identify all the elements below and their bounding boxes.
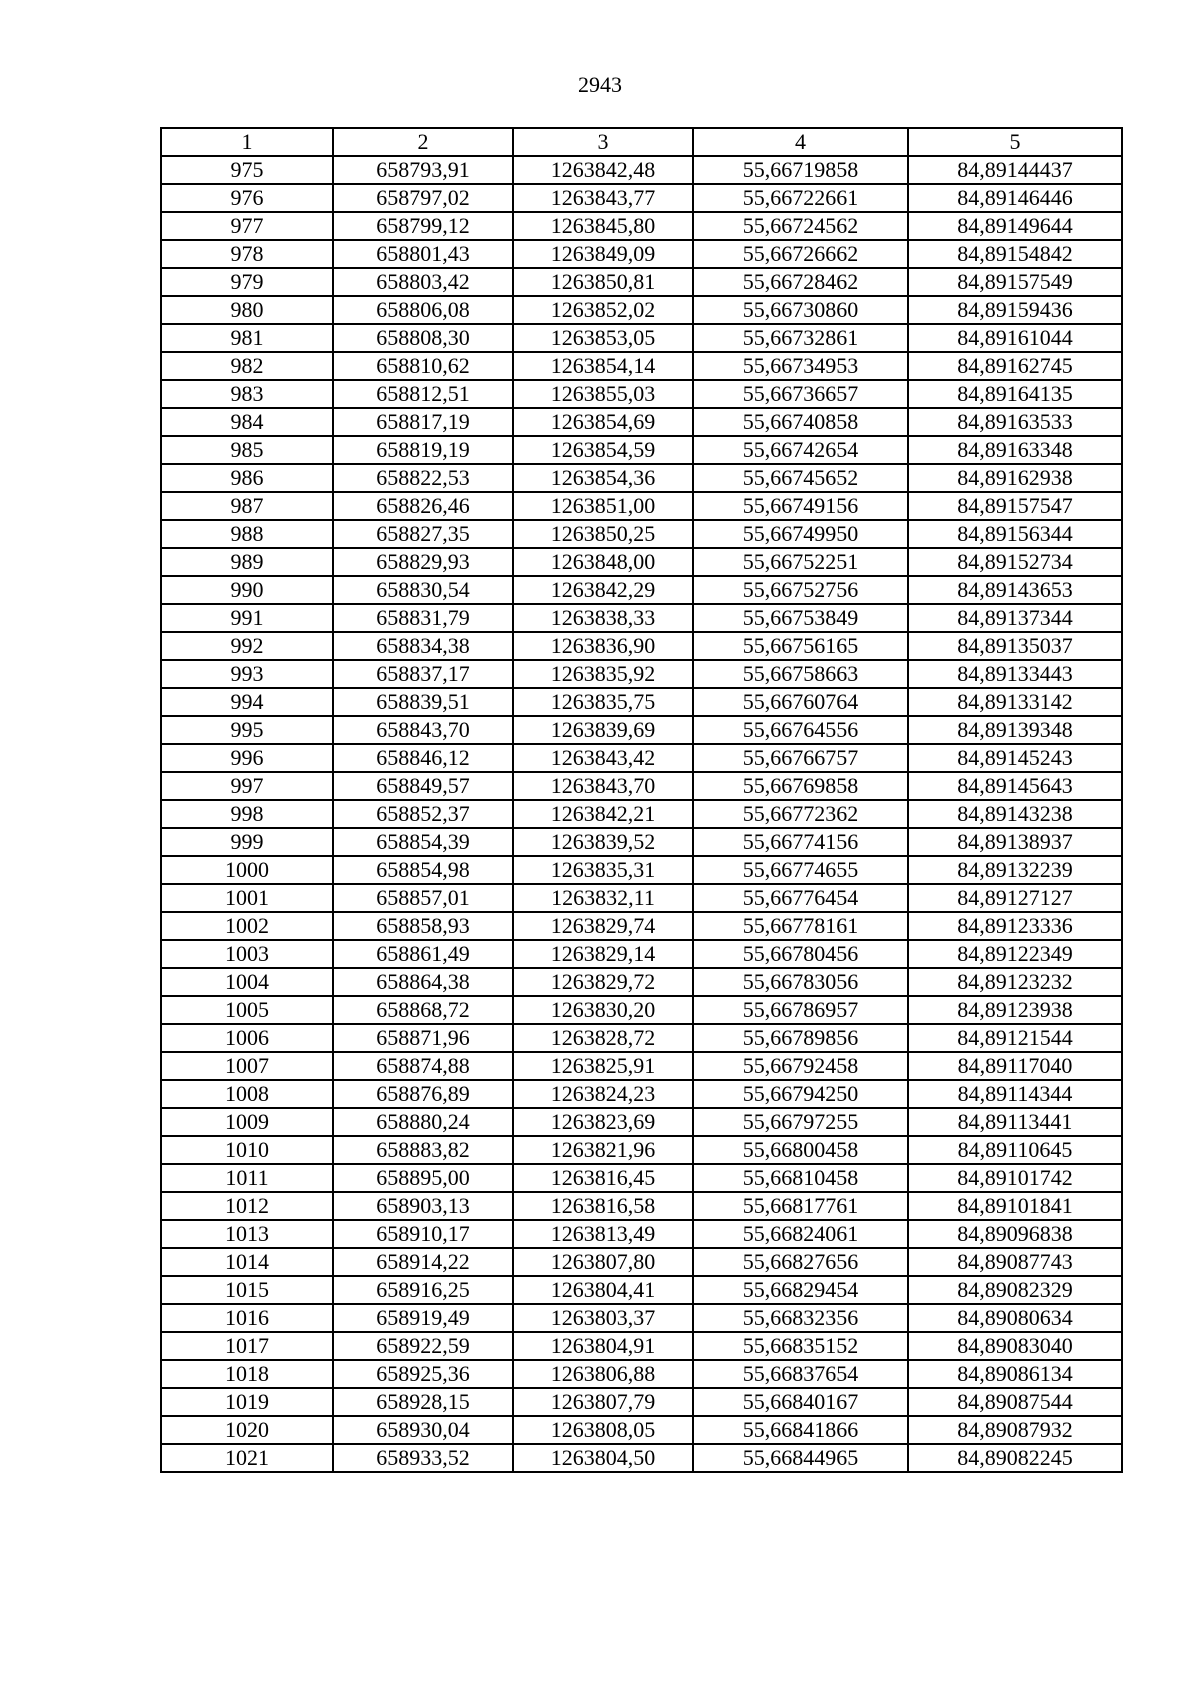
table-cell: 1011 xyxy=(161,1164,333,1192)
table-cell: 1006 xyxy=(161,1024,333,1052)
table-row xyxy=(161,772,1122,800)
table-cell: 84,89163348 xyxy=(908,436,1122,464)
table-cell: 1263851,00 xyxy=(513,492,693,520)
table-cell: 658843,70 xyxy=(333,716,513,744)
table-cell: 1263852,02 xyxy=(513,296,693,324)
table-cell: 84,89127127 xyxy=(908,884,1122,912)
table-cell: 658925,36 xyxy=(333,1360,513,1388)
table-cell: 1263854,59 xyxy=(513,436,693,464)
table-cell: 1263829,14 xyxy=(513,940,693,968)
table-cell: 55,66774655 xyxy=(693,856,908,884)
table-cell: 1016 xyxy=(161,1304,333,1332)
table-cell: 84,89154842 xyxy=(908,240,1122,268)
table-cell: 1263816,45 xyxy=(513,1164,693,1192)
table-cell: 658793,91 xyxy=(333,156,513,184)
table-cell: 658849,57 xyxy=(333,772,513,800)
table-cell: 658914,22 xyxy=(333,1248,513,1276)
table-cell: 658868,72 xyxy=(333,996,513,1024)
table-cell: 658919,49 xyxy=(333,1304,513,1332)
table-cell: 1263843,77 xyxy=(513,184,693,212)
table-row xyxy=(161,296,1122,324)
table-cell: 84,89139348 xyxy=(908,716,1122,744)
table-row xyxy=(161,968,1122,996)
table-cell: 84,89122349 xyxy=(908,940,1122,968)
table-cell: 1000 xyxy=(161,856,333,884)
table-cell: 658837,17 xyxy=(333,660,513,688)
table-cell: 1263843,70 xyxy=(513,772,693,800)
table-cell: 658916,25 xyxy=(333,1276,513,1304)
table-cell: 658831,79 xyxy=(333,604,513,632)
table-row xyxy=(161,1024,1122,1052)
table-cell: 979 xyxy=(161,268,333,296)
table-cell: 84,89086134 xyxy=(908,1360,1122,1388)
table-cell: 55,66752756 xyxy=(693,576,908,604)
table-cell: 55,66797255 xyxy=(693,1108,908,1136)
table-cell: 84,89157549 xyxy=(908,268,1122,296)
table-cell: 658895,00 xyxy=(333,1164,513,1192)
table-cell: 55,66734953 xyxy=(693,352,908,380)
table-row xyxy=(161,1052,1122,1080)
table-cell: 658819,19 xyxy=(333,436,513,464)
table-cell: 994 xyxy=(161,688,333,716)
table-cell: 1005 xyxy=(161,996,333,1024)
table-cell: 1263849,09 xyxy=(513,240,693,268)
table-cell: 984 xyxy=(161,408,333,436)
table-cell: 84,89161044 xyxy=(908,324,1122,352)
table-cell: 84,89113441 xyxy=(908,1108,1122,1136)
table-cell: 84,89156344 xyxy=(908,520,1122,548)
table-cell: 998 xyxy=(161,800,333,828)
table-cell: 55,66760764 xyxy=(693,688,908,716)
table-cell: 84,89157547 xyxy=(908,492,1122,520)
table-cell: 980 xyxy=(161,296,333,324)
table-row xyxy=(161,464,1122,492)
table-cell: 55,66778161 xyxy=(693,912,908,940)
table-row xyxy=(161,380,1122,408)
table-cell: 55,66726662 xyxy=(693,240,908,268)
table-cell: 84,89101742 xyxy=(908,1164,1122,1192)
table-cell: 1263855,03 xyxy=(513,380,693,408)
table-cell: 84,89083040 xyxy=(908,1332,1122,1360)
table-cell: 658839,51 xyxy=(333,688,513,716)
table-cell: 84,89149644 xyxy=(908,212,1122,240)
table-cell: 55,66794250 xyxy=(693,1080,908,1108)
table-cell: 84,89164135 xyxy=(908,380,1122,408)
table-cell: 658830,54 xyxy=(333,576,513,604)
table-cell: 658827,35 xyxy=(333,520,513,548)
table-cell: 658883,82 xyxy=(333,1136,513,1164)
table-cell: 84,89133142 xyxy=(908,688,1122,716)
column-header: 4 xyxy=(693,128,908,156)
table-cell: 1263804,41 xyxy=(513,1276,693,1304)
table-row xyxy=(161,156,1122,184)
table-cell: 55,66835152 xyxy=(693,1332,908,1360)
table-cell: 84,89146446 xyxy=(908,184,1122,212)
table-cell: 1263816,58 xyxy=(513,1192,693,1220)
table-cell: 55,66749950 xyxy=(693,520,908,548)
table-row xyxy=(161,1304,1122,1332)
table-row xyxy=(161,632,1122,660)
table-cell: 84,89135037 xyxy=(908,632,1122,660)
table-row xyxy=(161,324,1122,352)
table-row xyxy=(161,1220,1122,1248)
table-row xyxy=(161,240,1122,268)
column-header: 5 xyxy=(908,128,1122,156)
table-cell: 658922,59 xyxy=(333,1332,513,1360)
table-cell: 658834,38 xyxy=(333,632,513,660)
table-row xyxy=(161,912,1122,940)
table-cell: 84,89087932 xyxy=(908,1416,1122,1444)
table-cell: 658871,96 xyxy=(333,1024,513,1052)
table-row xyxy=(161,548,1122,576)
table-cell: 84,89082245 xyxy=(908,1444,1122,1472)
table-cell: 1007 xyxy=(161,1052,333,1080)
table-cell: 1263824,23 xyxy=(513,1080,693,1108)
table-cell: 658797,02 xyxy=(333,184,513,212)
table-cell: 1263854,36 xyxy=(513,464,693,492)
table-cell: 55,66719858 xyxy=(693,156,908,184)
table-row xyxy=(161,856,1122,884)
table-row xyxy=(161,744,1122,772)
table-cell: 658876,89 xyxy=(333,1080,513,1108)
table-row xyxy=(161,940,1122,968)
table-cell: 55,66832356 xyxy=(693,1304,908,1332)
table-cell: 1263830,20 xyxy=(513,996,693,1024)
table-cell: 55,66776454 xyxy=(693,884,908,912)
table-cell: 55,66772362 xyxy=(693,800,908,828)
table-cell: 993 xyxy=(161,660,333,688)
table-cell: 84,89082329 xyxy=(908,1276,1122,1304)
table-cell: 84,89137344 xyxy=(908,604,1122,632)
table-row xyxy=(161,212,1122,240)
table-cell: 84,89121544 xyxy=(908,1024,1122,1052)
table-cell: 84,89145243 xyxy=(908,744,1122,772)
table-cell: 1263839,69 xyxy=(513,716,693,744)
table-body xyxy=(161,156,1122,1472)
table-row xyxy=(161,352,1122,380)
table-cell: 1009 xyxy=(161,1108,333,1136)
table-cell: 992 xyxy=(161,632,333,660)
table-cell: 1263807,79 xyxy=(513,1388,693,1416)
table-cell: 84,89133443 xyxy=(908,660,1122,688)
table-cell: 55,66749156 xyxy=(693,492,908,520)
table-cell: 1001 xyxy=(161,884,333,912)
table-cell: 1263836,90 xyxy=(513,632,693,660)
table-cell: 84,89143238 xyxy=(908,800,1122,828)
table-cell: 1263850,81 xyxy=(513,268,693,296)
table-cell: 84,89162745 xyxy=(908,352,1122,380)
table-cell: 84,89143653 xyxy=(908,576,1122,604)
table-cell: 84,89080634 xyxy=(908,1304,1122,1332)
table-cell: 55,66810458 xyxy=(693,1164,908,1192)
table-cell: 658874,88 xyxy=(333,1052,513,1080)
table-cell: 84,89123336 xyxy=(908,912,1122,940)
table-cell: 658829,93 xyxy=(333,548,513,576)
table-cell: 1263842,21 xyxy=(513,800,693,828)
table-cell: 990 xyxy=(161,576,333,604)
table-cell: 976 xyxy=(161,184,333,212)
table-cell: 84,89132239 xyxy=(908,856,1122,884)
table-cell: 84,89138937 xyxy=(908,828,1122,856)
table-cell: 999 xyxy=(161,828,333,856)
table-cell: 996 xyxy=(161,744,333,772)
table-row xyxy=(161,884,1122,912)
table-cell: 658933,52 xyxy=(333,1444,513,1472)
table-cell: 1263803,37 xyxy=(513,1304,693,1332)
table-cell: 55,66789856 xyxy=(693,1024,908,1052)
table-cell: 84,89087743 xyxy=(908,1248,1122,1276)
table-cell: 658803,42 xyxy=(333,268,513,296)
table-cell: 1263839,52 xyxy=(513,828,693,856)
table-cell: 1263829,74 xyxy=(513,912,693,940)
table-cell: 987 xyxy=(161,492,333,520)
table-row xyxy=(161,1276,1122,1304)
table-row xyxy=(161,1108,1122,1136)
table-cell: 55,66742654 xyxy=(693,436,908,464)
table-cell: 658857,01 xyxy=(333,884,513,912)
table-cell: 55,66817761 xyxy=(693,1192,908,1220)
table-cell: 55,66753849 xyxy=(693,604,908,632)
table-row xyxy=(161,436,1122,464)
table-row xyxy=(161,576,1122,604)
coordinates-table xyxy=(160,127,1123,1473)
table-cell: 658801,43 xyxy=(333,240,513,268)
table-header-row xyxy=(161,128,1122,156)
table-row xyxy=(161,828,1122,856)
table-cell: 55,66740858 xyxy=(693,408,908,436)
table-cell: 55,66780456 xyxy=(693,940,908,968)
column-header: 3 xyxy=(513,128,693,156)
table-cell: 55,66800458 xyxy=(693,1136,908,1164)
table-cell: 1019 xyxy=(161,1388,333,1416)
table-cell: 84,89144437 xyxy=(908,156,1122,184)
table-row xyxy=(161,1192,1122,1220)
table-cell: 1263823,69 xyxy=(513,1108,693,1136)
table-cell: 658880,24 xyxy=(333,1108,513,1136)
table-cell: 55,66844965 xyxy=(693,1444,908,1472)
table-cell: 1263821,96 xyxy=(513,1136,693,1164)
table-cell: 55,66732861 xyxy=(693,324,908,352)
table-cell: 55,66764556 xyxy=(693,716,908,744)
table-cell: 84,89101841 xyxy=(908,1192,1122,1220)
table-cell: 84,89152734 xyxy=(908,548,1122,576)
table-cell: 978 xyxy=(161,240,333,268)
table-cell: 84,89114344 xyxy=(908,1080,1122,1108)
table-cell: 1004 xyxy=(161,968,333,996)
table-cell: 1263842,48 xyxy=(513,156,693,184)
table-cell: 1263854,69 xyxy=(513,408,693,436)
table-cell: 1017 xyxy=(161,1332,333,1360)
table-cell: 84,89117040 xyxy=(908,1052,1122,1080)
table-row xyxy=(161,604,1122,632)
table-cell: 991 xyxy=(161,604,333,632)
table-cell: 985 xyxy=(161,436,333,464)
table-cell: 1263825,91 xyxy=(513,1052,693,1080)
table-cell: 983 xyxy=(161,380,333,408)
table-cell: 1263832,11 xyxy=(513,884,693,912)
table-cell: 1013 xyxy=(161,1220,333,1248)
table-cell: 658854,39 xyxy=(333,828,513,856)
table-cell: 1263835,31 xyxy=(513,856,693,884)
table-row xyxy=(161,1360,1122,1388)
table-cell: 1263807,80 xyxy=(513,1248,693,1276)
table-cell: 1263804,91 xyxy=(513,1332,693,1360)
table-cell: 55,66766757 xyxy=(693,744,908,772)
table-row xyxy=(161,268,1122,296)
table-cell: 1263838,33 xyxy=(513,604,693,632)
table-cell: 1003 xyxy=(161,940,333,968)
table-cell: 1263813,49 xyxy=(513,1220,693,1248)
table-cell: 658817,19 xyxy=(333,408,513,436)
table-cell: 988 xyxy=(161,520,333,548)
table-cell: 658799,12 xyxy=(333,212,513,240)
table-cell: 1263850,25 xyxy=(513,520,693,548)
table-cell: 997 xyxy=(161,772,333,800)
table-cell: 55,66724562 xyxy=(693,212,908,240)
table-cell: 658846,12 xyxy=(333,744,513,772)
table-cell: 1002 xyxy=(161,912,333,940)
table-cell: 1263848,00 xyxy=(513,548,693,576)
table-cell: 55,66736657 xyxy=(693,380,908,408)
table-cell: 55,66730860 xyxy=(693,296,908,324)
table-cell: 658930,04 xyxy=(333,1416,513,1444)
table-cell: 1015 xyxy=(161,1276,333,1304)
table-cell: 1263845,80 xyxy=(513,212,693,240)
table-row xyxy=(161,996,1122,1024)
table-cell: 995 xyxy=(161,716,333,744)
table-row xyxy=(161,716,1122,744)
table-cell: 55,66824061 xyxy=(693,1220,908,1248)
table-cell: 84,89123938 xyxy=(908,996,1122,1024)
table-cell: 1021 xyxy=(161,1444,333,1472)
table-cell: 658858,93 xyxy=(333,912,513,940)
table-cell: 1263835,75 xyxy=(513,688,693,716)
table-cell: 658808,30 xyxy=(333,324,513,352)
table-cell: 1020 xyxy=(161,1416,333,1444)
table-cell: 981 xyxy=(161,324,333,352)
table-cell: 977 xyxy=(161,212,333,240)
table-cell: 55,66829454 xyxy=(693,1276,908,1304)
table-row xyxy=(161,1332,1122,1360)
table-cell: 55,66756165 xyxy=(693,632,908,660)
table-cell: 55,66840167 xyxy=(693,1388,908,1416)
table-cell: 55,66792458 xyxy=(693,1052,908,1080)
table-cell: 1263854,14 xyxy=(513,352,693,380)
table-cell: 1263806,88 xyxy=(513,1360,693,1388)
column-header: 1 xyxy=(161,128,333,156)
table-cell: 1263828,72 xyxy=(513,1024,693,1052)
table-cell: 658822,53 xyxy=(333,464,513,492)
table-row xyxy=(161,492,1122,520)
table-cell: 658806,08 xyxy=(333,296,513,324)
table-cell: 989 xyxy=(161,548,333,576)
table-cell: 55,66769858 xyxy=(693,772,908,800)
table-row xyxy=(161,1080,1122,1108)
table-cell: 658861,49 xyxy=(333,940,513,968)
table-cell: 1010 xyxy=(161,1136,333,1164)
table-cell: 1263853,05 xyxy=(513,324,693,352)
table-cell: 84,89163533 xyxy=(908,408,1122,436)
table-cell: 55,66745652 xyxy=(693,464,908,492)
table-cell: 658910,17 xyxy=(333,1220,513,1248)
table-row xyxy=(161,660,1122,688)
table-cell: 55,66758663 xyxy=(693,660,908,688)
table-cell: 55,66841866 xyxy=(693,1416,908,1444)
table-cell: 55,66728462 xyxy=(693,268,908,296)
table-cell: 84,89087544 xyxy=(908,1388,1122,1416)
table-cell: 55,66722661 xyxy=(693,184,908,212)
table-row xyxy=(161,520,1122,548)
table-row xyxy=(161,1416,1122,1444)
table-cell: 1263835,92 xyxy=(513,660,693,688)
table-cell: 55,66827656 xyxy=(693,1248,908,1276)
table-row xyxy=(161,1136,1122,1164)
table-cell: 658928,15 xyxy=(333,1388,513,1416)
table-cell: 55,66786957 xyxy=(693,996,908,1024)
table-cell: 84,89110645 xyxy=(908,1136,1122,1164)
table-row xyxy=(161,800,1122,828)
table-cell: 1263829,72 xyxy=(513,968,693,996)
table-cell: 84,89123232 xyxy=(908,968,1122,996)
table-cell: 1263843,42 xyxy=(513,744,693,772)
table-cell: 986 xyxy=(161,464,333,492)
table-cell: 658826,46 xyxy=(333,492,513,520)
table-cell: 55,66783056 xyxy=(693,968,908,996)
table-cell: 1263804,50 xyxy=(513,1444,693,1472)
table-row xyxy=(161,1164,1122,1192)
table-cell: 658852,37 xyxy=(333,800,513,828)
table-cell: 658864,38 xyxy=(333,968,513,996)
table-cell: 55,66837654 xyxy=(693,1360,908,1388)
table-cell: 84,89159436 xyxy=(908,296,1122,324)
table-row xyxy=(161,408,1122,436)
table-cell: 1008 xyxy=(161,1080,333,1108)
table-row xyxy=(161,184,1122,212)
table-cell: 55,66752251 xyxy=(693,548,908,576)
table-cell: 658903,13 xyxy=(333,1192,513,1220)
column-header: 2 xyxy=(333,128,513,156)
table-row xyxy=(161,688,1122,716)
table-cell: 55,66774156 xyxy=(693,828,908,856)
table-cell: 84,89096838 xyxy=(908,1220,1122,1248)
table-cell: 982 xyxy=(161,352,333,380)
table-row xyxy=(161,1444,1122,1472)
table-cell: 658854,98 xyxy=(333,856,513,884)
table-cell: 84,89145643 xyxy=(908,772,1122,800)
table-cell: 658812,51 xyxy=(333,380,513,408)
table-cell: 1263808,05 xyxy=(513,1416,693,1444)
table-row xyxy=(161,1388,1122,1416)
table-cell: 1012 xyxy=(161,1192,333,1220)
table-row xyxy=(161,1248,1122,1276)
table-cell: 1018 xyxy=(161,1360,333,1388)
table-cell: 84,89162938 xyxy=(908,464,1122,492)
page-number: 2943 xyxy=(578,72,622,97)
table-cell: 1263842,29 xyxy=(513,576,693,604)
table-cell: 1014 xyxy=(161,1248,333,1276)
table-cell: 658810,62 xyxy=(333,352,513,380)
table-cell: 975 xyxy=(161,156,333,184)
